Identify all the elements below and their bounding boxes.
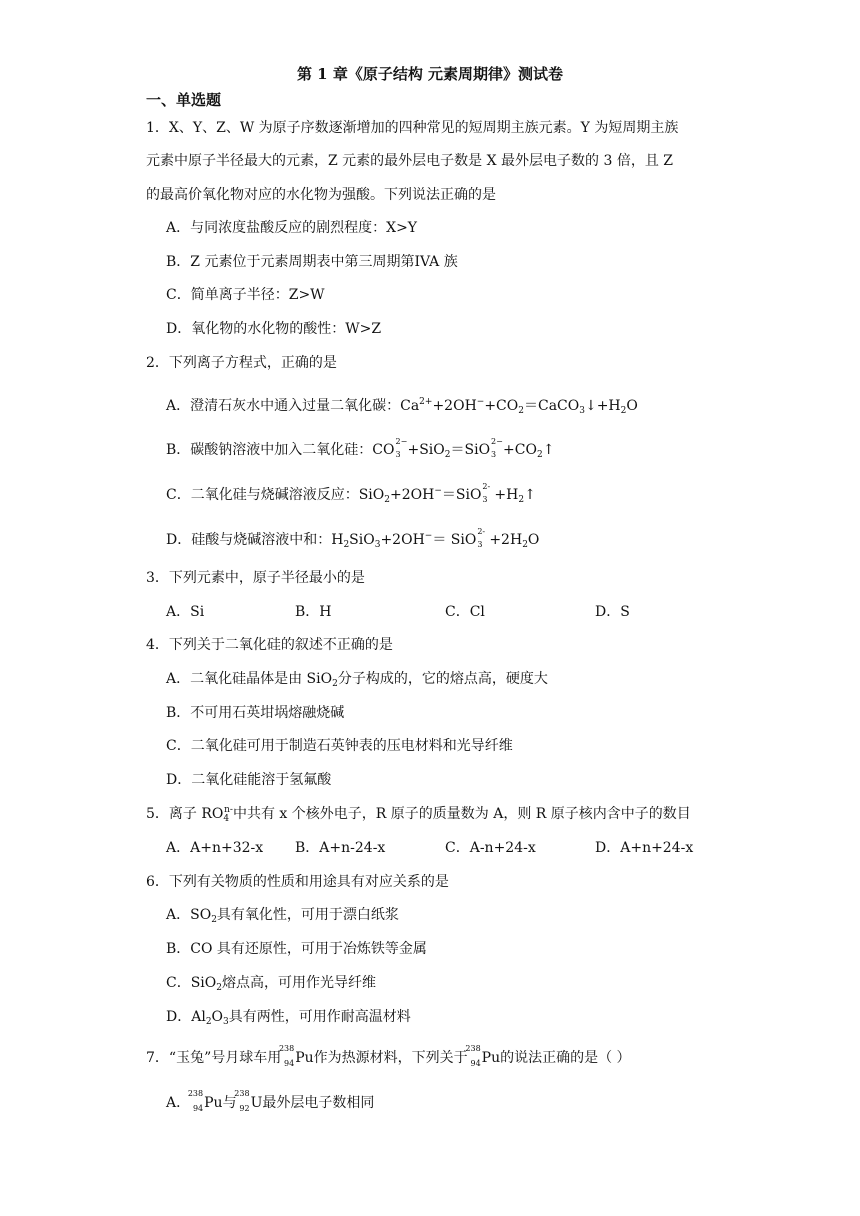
q4-stem: 4．下列关于二氧化硅的叙述不正确的是 — [146, 637, 393, 653]
element-symbol: U — [250, 1095, 263, 1111]
q2-option-a — [166, 396, 638, 416]
q2-option-d — [166, 527, 540, 550]
q1-option-b: B．Z 元素位于元素周期表中第三周期第IVA 族 — [166, 254, 458, 270]
q7-stem — [146, 1044, 631, 1068]
q1-stem-line-3: 的最高价氧化物对应的水化物为强酸。下列说法正确的是 — [146, 187, 496, 203]
atomic-number: 92 — [239, 1104, 250, 1113]
charge: − — [476, 397, 485, 407]
atomic-number: 94 — [284, 1059, 295, 1068]
text: A． — [166, 1095, 191, 1111]
subscript: 3 — [482, 495, 488, 504]
charge: − — [424, 531, 433, 541]
subscript: 2 — [343, 540, 350, 550]
q5-option-a: A．A+n+32-x — [166, 840, 264, 856]
mass-number: 238 — [234, 1089, 250, 1098]
nuclide-notation — [465, 1044, 482, 1068]
text: 最外层电子数相同 — [262, 1095, 375, 1111]
text: O — [626, 398, 638, 414]
q1-stem-line-2: 元素中原子半径最大的元素，Z 元素的最外层电子数是 X 最外层电子数的 3 倍，且 Z — [146, 153, 674, 169]
text: 具有氧化性，可用于漂白纸浆 — [216, 907, 399, 923]
mass-number: 238 — [465, 1044, 481, 1053]
text: C．SiO — [166, 975, 217, 991]
subscript: 3 — [374, 540, 381, 550]
atomic-number: 94 — [192, 1104, 204, 1113]
subscript: 2 — [205, 1017, 212, 1027]
q6-option-d — [166, 1007, 411, 1027]
subscript: 2 — [444, 450, 451, 460]
q1-option-a: A．与同浓度盐酸反应的剧烈程度：X>Y — [166, 220, 418, 236]
text: A．SO — [166, 907, 212, 923]
text: ↑ — [524, 487, 536, 503]
q6-option-c — [166, 973, 376, 993]
ion-index — [482, 482, 491, 505]
text: +2H — [489, 532, 523, 548]
subscript: 3 — [477, 540, 483, 549]
text: 5．离子 RO — [146, 806, 224, 822]
text: ＝ SiO — [432, 532, 477, 548]
text: 分子构成的，它的熔点高，硬度大 — [337, 671, 548, 687]
text: 的说法正确的是（ ） — [500, 1050, 631, 1066]
subscript: 3 — [491, 450, 497, 459]
atomic-number: 94 — [470, 1059, 481, 1068]
q5-stem — [146, 804, 691, 824]
text: ↑ — [542, 442, 555, 458]
charge: − — [434, 486, 442, 496]
subscript: 2 — [536, 450, 543, 460]
text: 7．“玉兔”号月球车用 — [146, 1050, 282, 1066]
section-heading: 一、单选题 — [146, 91, 222, 109]
text: +CO — [503, 442, 537, 458]
q3-option-c: C．Cl — [445, 604, 485, 620]
charge: 2+ — [419, 397, 433, 407]
q3-stem: 3．下列元素中，原子半径最小的是 — [146, 570, 365, 586]
subscript: 2 — [620, 406, 627, 416]
nuclide-notation — [278, 1044, 295, 1068]
q2-option-c — [166, 482, 536, 505]
element-symbol: Pu — [481, 1050, 501, 1066]
subscript: 2 — [522, 540, 528, 550]
q4-option-a — [166, 669, 548, 689]
subscript: 3 — [395, 450, 401, 459]
ion-index — [477, 527, 486, 550]
q4-option-b: B．不可用石英坩埚熔融烧碱 — [166, 705, 345, 721]
text: D．硅酸与烧碱溶液中和：H — [166, 532, 344, 548]
text: ＝CaCO — [523, 398, 580, 414]
ion-index — [395, 437, 408, 460]
q2-option-b — [166, 437, 555, 460]
subscript: 3 — [223, 1017, 229, 1027]
text: O — [211, 1009, 224, 1025]
q7-option-a — [166, 1089, 375, 1113]
charge: 2− — [395, 437, 408, 446]
q4-option-c: C．二氧化硅可用于制造石英钟表的压电材料和光导纤维 — [166, 738, 513, 754]
q2-stem: 2．下列离子方程式，正确的是 — [146, 355, 337, 371]
q5-option-c: C．A-n+24-x — [445, 840, 536, 856]
q6-option-b: B．CO 具有还原性，可用于冶炼铁等金属 — [166, 941, 427, 957]
q4-option-d: D．二氧化硅能溶于氢氟酸 — [166, 772, 332, 788]
element-symbol: Pu — [295, 1050, 314, 1066]
text: 与 — [222, 1095, 237, 1111]
mass-number: 238 — [278, 1044, 295, 1053]
text: +2OH — [390, 487, 435, 503]
text: D．Al — [166, 1009, 206, 1025]
element-symbol: Pu — [204, 1095, 223, 1111]
charge: n- — [224, 805, 233, 815]
text: B．碳酸钠溶液中加入二氧化硅：CO — [166, 442, 395, 458]
subscript: 2 — [216, 983, 222, 993]
subscript: 4 — [223, 814, 230, 824]
subscript: 2 — [384, 495, 390, 505]
text: +SiO — [407, 442, 445, 458]
text: 具有两性，可用作耐高温材料 — [228, 1009, 411, 1025]
text: A．二氧化硅晶体是由 SiO — [166, 671, 333, 687]
q3-option-b: B．H — [295, 604, 332, 620]
text: 中共有 x 个核外电子，R 原子的质量数为 A，则 R 原子核内含中子的数目 — [232, 806, 691, 822]
text: +2OH — [380, 532, 425, 548]
subscript: 2 — [518, 495, 525, 505]
text: 熔点高，可用作光导纤维 — [222, 975, 376, 991]
text: C．二氧化硅与烧碱溶液反应：SiO — [166, 487, 385, 503]
charge: 2- — [477, 527, 486, 536]
text: +H — [494, 487, 519, 503]
subscript: 3 — [579, 406, 585, 416]
ion-index — [491, 437, 503, 460]
charge: 2− — [491, 437, 503, 446]
q1-option-c: C．简单离子半径：Z>W — [166, 287, 325, 303]
subscript: 2 — [518, 406, 524, 416]
q3-option-d: D．S — [595, 604, 630, 620]
text: O — [527, 532, 540, 548]
text: +CO — [484, 398, 519, 414]
q6-stem: 6．下列有关物质的性质和用途具有对应关系的是 — [146, 874, 449, 890]
subscript: 2 — [332, 679, 338, 689]
q3-option-a: A．Si — [166, 604, 205, 620]
page-title: 第 1 章《原子结构 元素周期律》测试卷 — [296, 65, 564, 83]
text: ＝SiO — [450, 442, 491, 458]
nuclide-notation — [187, 1089, 204, 1113]
mass-number: 238 — [187, 1089, 204, 1098]
q6-option-a — [166, 905, 399, 925]
text: 作为热源材料，下列关于 — [313, 1050, 468, 1066]
charge: 2- — [482, 482, 491, 491]
text: ＝SiO — [441, 487, 482, 503]
text: ↓+H — [584, 398, 621, 414]
text: SiO — [349, 532, 375, 548]
q1-option-d: D．氧化物的水化物的酸性：W>Z — [166, 321, 382, 337]
q5-option-b: B．A+n-24-x — [295, 840, 386, 856]
text: A．澄清石灰水中通入过量二氧化碳：Ca — [166, 398, 420, 414]
text: +2OH — [432, 398, 477, 414]
subscript: 2 — [211, 915, 217, 925]
q5-option-d: D．A+n+24-x — [595, 840, 694, 856]
q1-stem-line-1: 1．X、Y、Z、W 为原子序数逐渐增加的四种常见的短周期主族元素。Y 为短周期主族 — [146, 120, 679, 136]
nuclide-notation — [234, 1089, 251, 1113]
